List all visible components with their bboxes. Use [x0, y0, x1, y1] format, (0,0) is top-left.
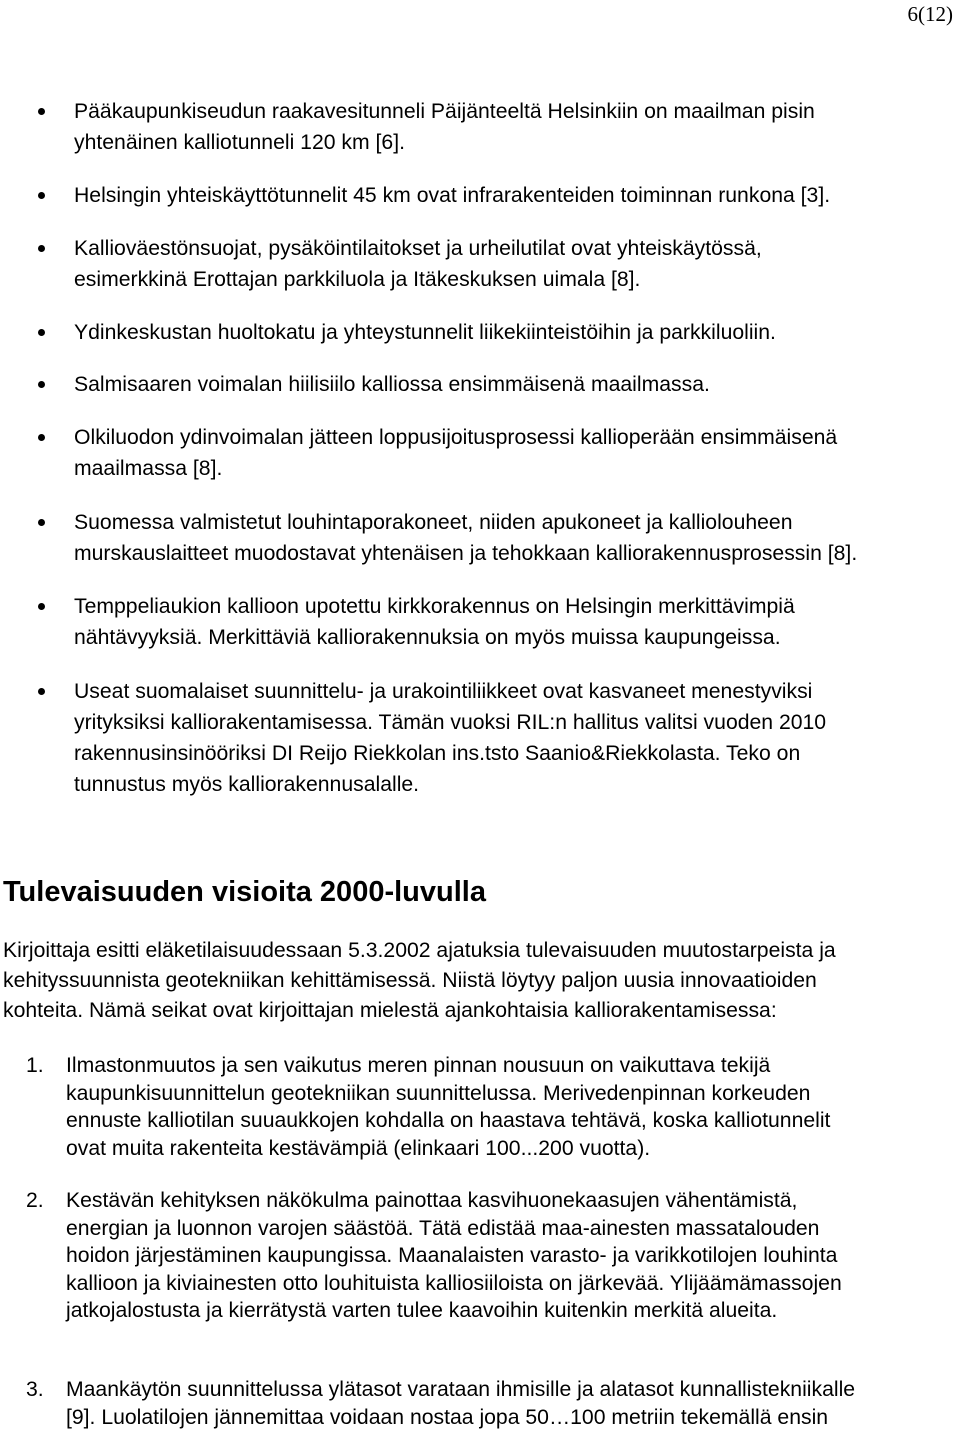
bullet-item: [74, 676, 954, 800]
item-number: 2.: [26, 1189, 44, 1212]
bullet-line: yrityksiksi kalliorakentamisessa. Tämän vuoksi RIL:n hallitus valitsi vuoden 2010: [74, 711, 827, 734]
section-heading: Tulevaisuuden visioita 2000-luvulla: [3, 876, 486, 908]
bullet-icon: [38, 381, 45, 388]
bullet-item: [74, 233, 954, 295]
bullet-line: Olkiluodon ydinvoimalan jätteen loppusijoitusprosessi kallioperään ensimmäisenä: [74, 426, 838, 449]
bullet-line: Kallioväestönsuojat, pysäköintilaitokset ja urheilutilat ovat yhteiskäytössä,: [74, 237, 762, 260]
bullet-icon: [38, 603, 45, 610]
bullet-item: [74, 369, 954, 400]
bullet-line: yhtenäinen kalliotunneli 120 km [6].: [74, 131, 405, 154]
bullet-item: [74, 180, 954, 211]
bullet-line: Ydinkeskustan huoltokatu ja yhteystunnelit liikekiinteistöihin ja parkkiluoliin.: [74, 321, 776, 344]
page-number: 6(12): [907, 2, 953, 26]
bullet-line: nähtävyyksiä. Merkittäviä kalliorakennuksia on myös muissa kaupungeissa.: [74, 626, 781, 649]
bullet-icon: [38, 688, 45, 695]
bullet-line: murskauslaitteet muodostavat yhtenäisen ja tehokkaan kalliorakennusprosessin [8].: [74, 542, 858, 565]
bullet-icon: [38, 108, 45, 115]
numbered-line: Maankäytön suunnittelussa ylätasot varataan ihmisille ja alatasot kunnallistekniikalle: [66, 1378, 856, 1401]
numbered-line: [9]. Luolatilojen jännemittaa voidaan nostaa jopa 50…100 metriin tekemällä ensin: [66, 1405, 829, 1429]
bullet-line: Pääkaupunkiseudun raakavesitunneli Päijänteeltä Helsinkiin on maailman pisin: [74, 100, 815, 123]
bullet-line: Suomessa valmistetut louhintaporakoneet, niiden apukoneet ja kalliolouheen: [74, 511, 793, 534]
bullet-icon: [38, 519, 45, 526]
numbered-line: jatkojalostusta ja kierrätystä varten tulee kaavoihin kuitenkin merkitä alueita.: [66, 1299, 778, 1322]
bullet-line: maailmassa [8].: [74, 457, 223, 480]
numbered-item: [26, 1376, 956, 1431]
numbered-line: kallioon ja kiviainesten otto louhituista kalliosiiloista on järkevää. Ylijäämämassojen: [66, 1271, 842, 1295]
bullet-item: [74, 507, 954, 569]
numbered-line: hoidon järjestäminen kaupungissa. Maanalaisten varasto- ja varikkotilojen louhinta: [66, 1244, 838, 1267]
bullet-item: [74, 96, 954, 158]
bullet-line: esimerkkinä Erottajan parkkiluola ja Itäkeskuksen uimala [8].: [74, 268, 641, 291]
bullet-icon: [38, 434, 45, 441]
bullet-icon: [38, 192, 45, 199]
intro-line: kohteita. Nämä seikat ovat kirjoittajan mielestä ajankohtaisia kalliorakentamisessa:: [3, 999, 777, 1022]
bullet-line: Helsingin yhteiskäyttötunnelit 45 km ovat infrarakenteiden toiminnan runkona [3].: [74, 184, 831, 207]
bullet-line: Temppeliaukion kallioon upotettu kirkkorakennus on Helsingin merkittävimpiä: [74, 595, 795, 618]
bullet-line: Useat suomalaiset suunnittelu- ja urakointiliikkeet ovat kasvaneet menestyviksi: [74, 680, 813, 703]
bullet-item: [74, 317, 954, 348]
numbered-item: [26, 1052, 956, 1162]
numbered-line: kaupunkisuunnittelun geotekniikan suunnittelussa. Merivedenpinnan korkeuden: [66, 1081, 811, 1105]
intro-line: kehityssuunnista geotekniikan kehittämisessä. Niistä löytyy paljon uusia innovaatioiden: [3, 969, 817, 992]
numbered-item: [26, 1187, 956, 1325]
bullet-icon: [38, 245, 45, 252]
bullet-item: [74, 591, 954, 653]
intro-line: Kirjoittaja esitti eläketilaisuudessaan 5.3.2002 ajatuksia tulevaisuuden muutostarpeista ja: [3, 939, 836, 962]
numbered-line: Kestävän kehityksen näkökulma painottaa kasvihuonekaasujen vähentämistä,: [66, 1189, 798, 1212]
bullet-line: tunnustus myös kalliorakennusalalle.: [74, 773, 420, 796]
bullet-line: Salmisaaren voimalan hiilisiilo kalliossa ensimmäisenä maailmassa.: [74, 373, 710, 396]
numbered-line: ennuste kalliotilan suuaukkojen kohdalla on haastava tehtävä, koska kalliotunnelit: [66, 1109, 831, 1132]
bullet-item: [74, 422, 954, 484]
item-number: 3.: [26, 1378, 44, 1401]
item-number: 1.: [26, 1054, 44, 1077]
numbered-line: ovat muita rakenteita kestävämpiä (elinkaari 100...200 vuotta).: [66, 1136, 651, 1160]
numbered-line: energian ja luonnon varojen säästöä. Tätä edistää maa-ainesten massatalouden: [66, 1216, 820, 1240]
numbered-line: Ilmastonmuutos ja sen vaikutus meren pinnan nousuun on vaikuttava tekijä: [66, 1054, 771, 1077]
bullet-line: rakennusinsinööriksi DI Reijo Riekkolan ins.tsto Saanio&Riekkolasta. Teko on: [74, 742, 801, 765]
intro-paragraph: [3, 936, 953, 1026]
bullet-icon: [38, 329, 45, 336]
